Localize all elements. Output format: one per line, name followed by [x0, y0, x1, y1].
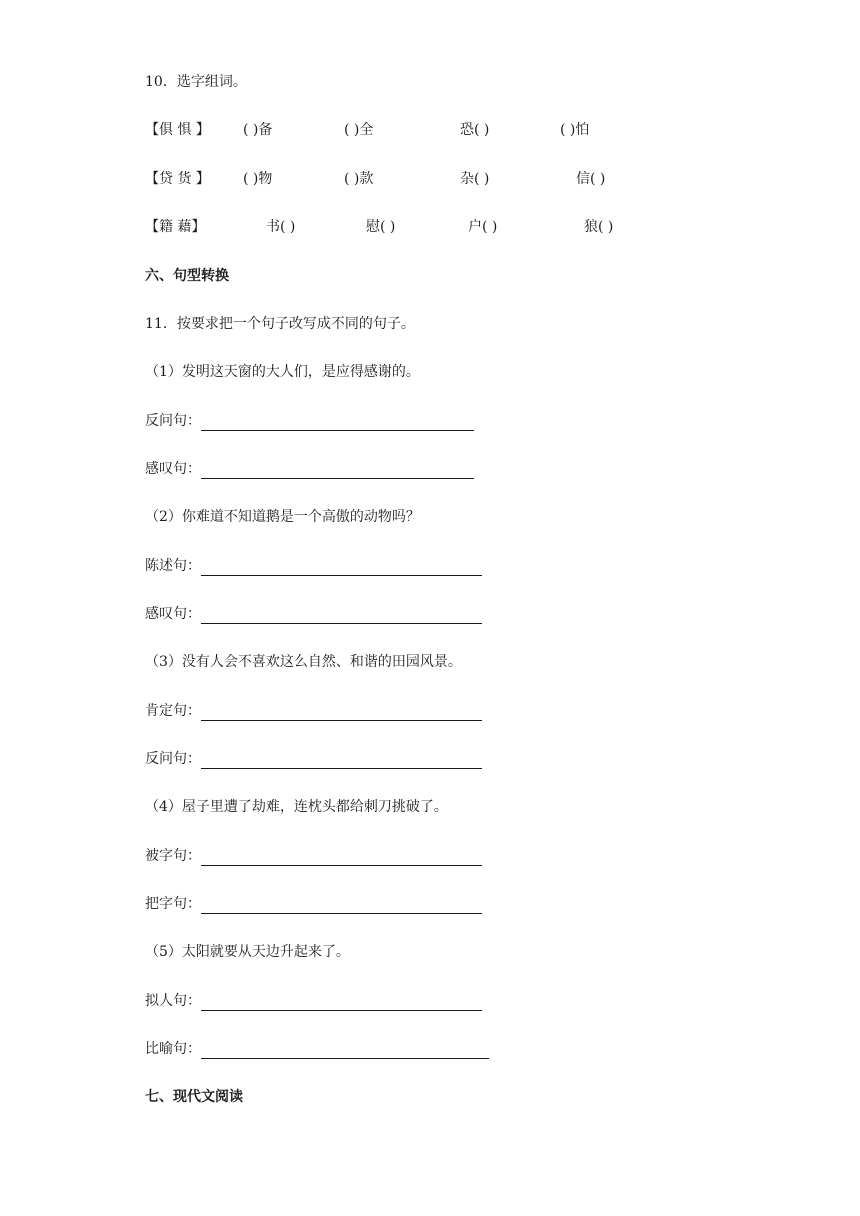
word-group-label: 【俱 惧 】 [145, 122, 210, 138]
answer-label: 陈述句： [145, 558, 201, 574]
question-11-title: 11．按要求把一个句子改写成不同的句子。 [145, 316, 415, 332]
answer-blank[interactable] [201, 706, 482, 721]
answer-blank[interactable] [201, 1044, 489, 1059]
answer-label: 被字句： [145, 848, 201, 864]
answer-label: 反问句： [145, 413, 201, 429]
section-6-heading: 六、句型转换 [145, 268, 229, 284]
answer-blank[interactable] [201, 899, 482, 914]
word-blank: ( )怕 [560, 122, 590, 138]
answer-blank[interactable] [201, 561, 482, 576]
word-blank: 狼( ) [584, 219, 614, 235]
source-sentence: （5）太阳就要从天边升起来了。 [145, 944, 350, 960]
word-blank: ( )物 [243, 171, 273, 187]
word-group-label: 【贷 货 】 [145, 171, 210, 187]
word-blank: ( )全 [344, 122, 374, 138]
answer-label: 把字句： [145, 896, 201, 912]
answer-blank[interactable] [201, 754, 482, 769]
answer-line[interactable] [145, 749, 482, 769]
word-blank: 慰( ) [366, 219, 396, 235]
answer-line[interactable] [145, 411, 474, 431]
answer-line[interactable] [145, 556, 482, 576]
answer-line[interactable] [145, 846, 482, 866]
answer-label: 比喻句： [145, 1041, 201, 1057]
word-blank: 信( ) [576, 171, 606, 187]
word-blank: ( )款 [344, 171, 374, 187]
word-blank: 恐( ) [460, 122, 490, 138]
answer-blank[interactable] [201, 416, 474, 431]
answer-blank[interactable] [201, 609, 482, 624]
answer-label: 感叹句： [145, 461, 201, 477]
word-blank: 户( ) [468, 219, 498, 235]
word-group-label: 【籍 藉】 [145, 219, 206, 235]
answer-label: 反问句： [145, 751, 201, 767]
answer-line[interactable] [145, 894, 482, 914]
word-blank: 杂( ) [460, 171, 490, 187]
answer-label: 感叹句： [145, 606, 201, 622]
answer-line[interactable] [145, 991, 482, 1011]
answer-label: 拟人句： [145, 993, 201, 1009]
answer-line[interactable] [145, 604, 482, 624]
source-sentence: （1）发明这天窗的大人们，是应得感谢的。 [145, 364, 420, 380]
source-sentence: （2）你难道不知道鹅是一个高傲的动物吗？ [145, 509, 420, 525]
source-sentence: （4）屋子里遭了劫难，连枕头都给刺刀挑破了。 [145, 799, 448, 815]
answer-blank[interactable] [201, 851, 482, 866]
source-sentence: （3）没有人会不喜欢这么自然、和谐的田园风景。 [145, 654, 462, 670]
word-blank: ( )备 [243, 122, 273, 138]
answer-label: 肯定句： [145, 703, 201, 719]
answer-line[interactable] [145, 701, 482, 721]
answer-blank[interactable] [201, 464, 474, 479]
section-7-heading: 七、现代文阅读 [145, 1089, 243, 1105]
answer-line[interactable] [145, 1039, 489, 1059]
word-blank: 书( ) [266, 219, 296, 235]
answer-blank[interactable] [201, 996, 482, 1011]
question-10-title: 10．选字组词。 [145, 74, 247, 90]
answer-line[interactable] [145, 459, 474, 479]
